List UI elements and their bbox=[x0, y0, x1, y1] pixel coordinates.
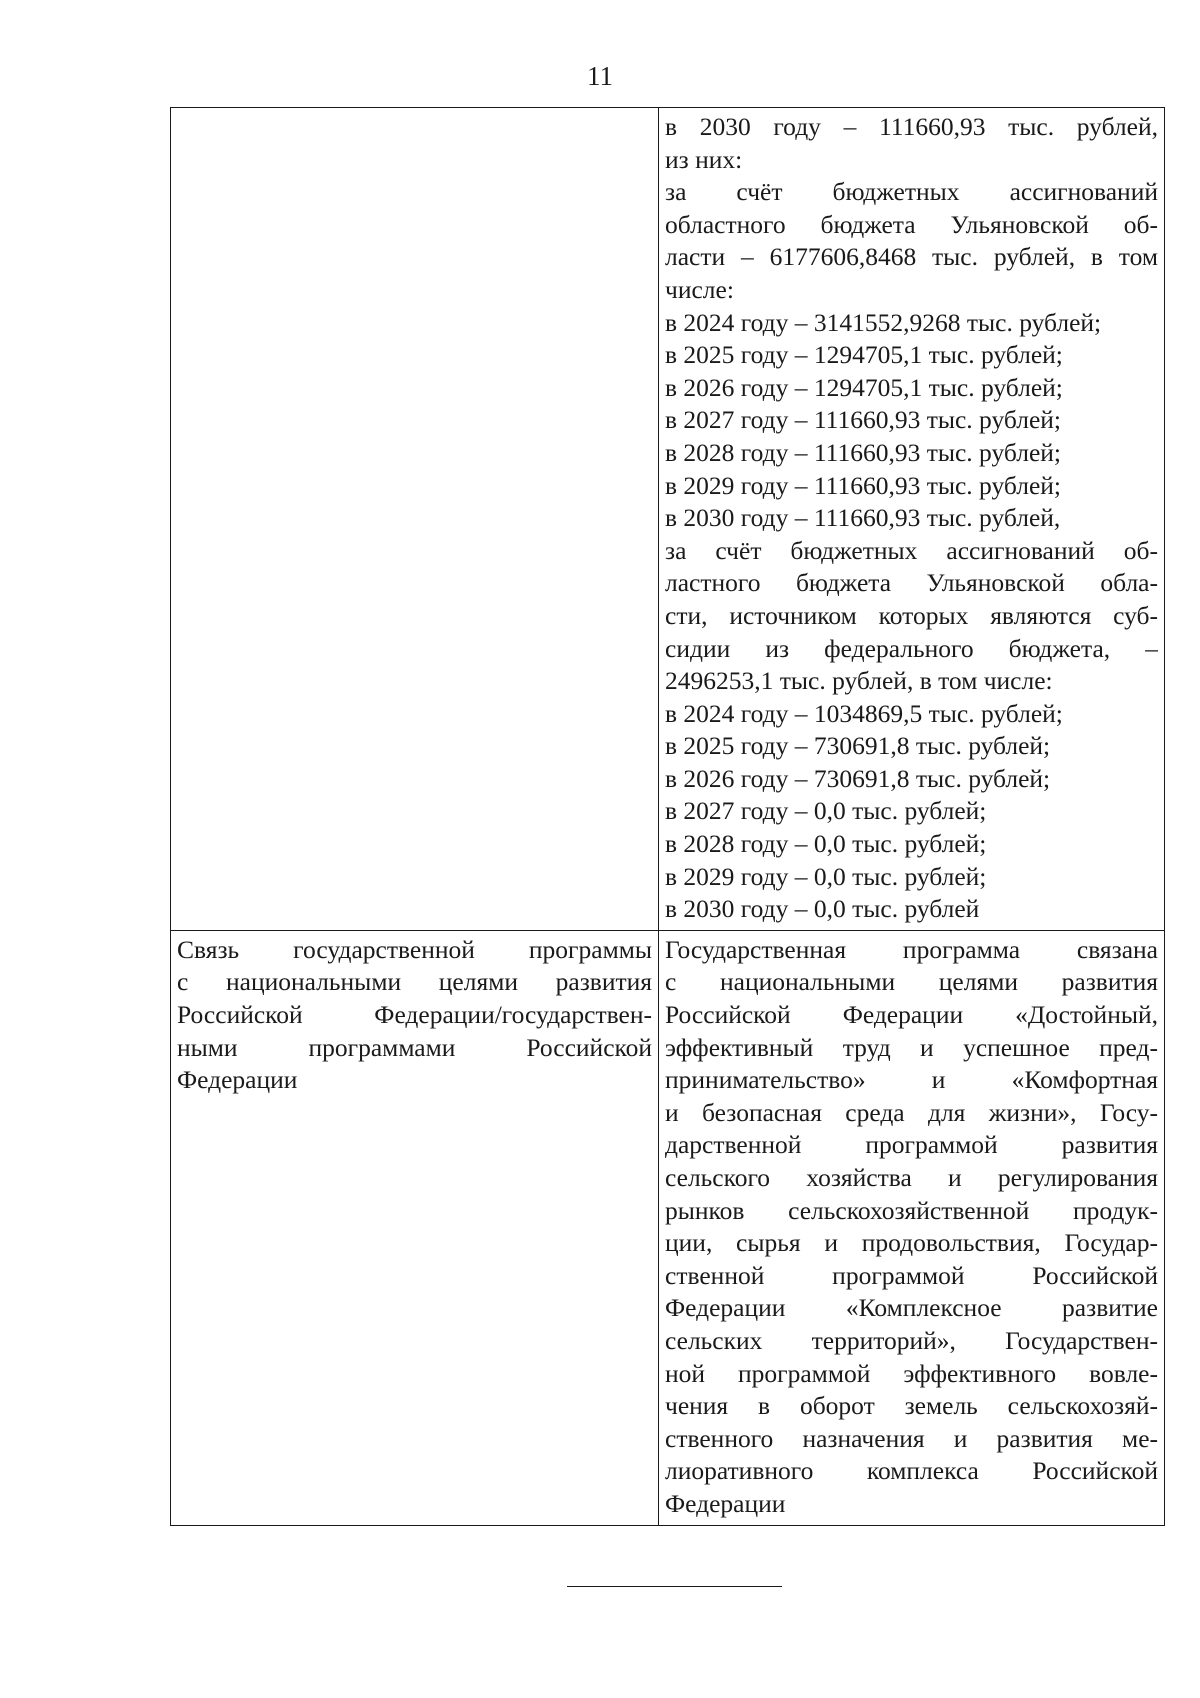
cell-text-line: дарственной программой развития bbox=[665, 1130, 1158, 1160]
cell-text-line: рынков сельскохозяйственной продук- bbox=[665, 1195, 1158, 1225]
cell-text-line: в 2027 году – 0,0 тыс. рублей; bbox=[665, 796, 987, 826]
cell-text-line: принимательство» и «Комфортная bbox=[665, 1065, 1158, 1095]
cell-text-line: ласти – 6177606,8468 тыс. рублей, в том bbox=[665, 242, 1158, 272]
cell-text-line: ными программами Российской bbox=[177, 1032, 652, 1062]
cell-text-line: с национальными целями развития bbox=[665, 967, 1158, 997]
cell-text-line: в 2026 году – 730691,8 тыс. рублей; bbox=[665, 763, 1051, 793]
cell-text-line: ластного бюджета Ульяновской обла- bbox=[665, 568, 1158, 598]
cell-text-line: сти, источником которых являются суб- bbox=[665, 600, 1158, 630]
cell-text-line: в 2028 году – 0,0 тыс. рублей; bbox=[665, 829, 987, 859]
cell-text-line: ственного назначения и развития ме- bbox=[665, 1423, 1158, 1453]
cell-financing-value bbox=[659, 108, 1165, 931]
cell-text-line: эффективный труд и успешное пред- bbox=[665, 1032, 1158, 1062]
cell-text-line: из них: bbox=[665, 144, 743, 174]
cell-text-line: в 2025 году – 730691,8 тыс. рублей; bbox=[665, 731, 1051, 761]
cell-text-line: чения в оборот земель сельскохозяй- bbox=[665, 1391, 1158, 1421]
cell-text-line: за счёт бюджетных ассигнований об- bbox=[665, 535, 1158, 565]
cell-text-line: в 2030 году – 0,0 тыс. рублей bbox=[665, 894, 980, 924]
cell-text-line: числе: bbox=[665, 274, 734, 304]
cell-text-line: в 2024 году – 3141552,9268 тыс. рублей; bbox=[665, 307, 1102, 337]
passport-table bbox=[170, 107, 1165, 1526]
page-number: 11 bbox=[587, 61, 613, 91]
cell-text-line: в 2024 году – 1034869,5 тыс. рублей; bbox=[665, 698, 1063, 728]
cell-text-line: в 2027 году – 111660,93 тыс. рублей; bbox=[665, 405, 1061, 435]
footer-rule bbox=[567, 1586, 782, 1587]
cell-text-line: ной программой эффективного вовле- bbox=[665, 1358, 1158, 1388]
cell-text-line: ции, сырья и продовольствия, Государ- bbox=[665, 1228, 1158, 1258]
cell-text-line: Российской Федерации «Достойный, bbox=[665, 1000, 1158, 1030]
cell-text-line: в 2029 году – 0,0 тыс. рублей; bbox=[665, 861, 987, 891]
cell-text-line: в 2030 году – 111660,93 тыс. рублей, bbox=[665, 112, 1158, 141]
table-row-financing bbox=[171, 108, 1165, 931]
cell-text-line: в 2030 году – 111660,93 тыс. рублей, bbox=[665, 503, 1061, 533]
cell-text-line: и безопасная среда для жизни», Госу- bbox=[665, 1097, 1158, 1127]
cell-text-line: в 2025 году – 1294705,1 тыс. рублей; bbox=[665, 340, 1063, 370]
cell-financing-label bbox=[171, 108, 659, 931]
cell-text-line: Российской Федерации/государствен- bbox=[177, 1000, 652, 1030]
cell-text-line: Государственная программа связана bbox=[665, 934, 1158, 964]
cell-text-line: в 2026 году – 1294705,1 тыс. рублей; bbox=[665, 372, 1063, 402]
cell-text-line: в 2028 году – 111660,93 тыс. рублей; bbox=[665, 437, 1061, 467]
cell-text-line: с национальными целями развития bbox=[177, 967, 652, 997]
cell-text-line: лиоративного комплекса Российской bbox=[665, 1456, 1158, 1486]
cell-text-line: 2496253,1 тыс. рублей, в том числе: bbox=[665, 666, 1053, 696]
cell-text-line: сидии из федерального бюджета, – bbox=[665, 633, 1158, 663]
cell-text-line: Федерации bbox=[177, 1065, 298, 1095]
cell-national-goals-value bbox=[659, 930, 1165, 1525]
table-row-national-goals bbox=[171, 930, 1165, 1525]
cell-text-line: Федерации «Комплексное развитие bbox=[665, 1293, 1158, 1323]
cell-text-line: за счёт бюджетных ассигнований bbox=[665, 177, 1158, 207]
cell-text-line: сельского хозяйства и регулирования bbox=[665, 1163, 1158, 1192]
cell-text-line: областного бюджета Ульяновской об- bbox=[665, 209, 1158, 239]
cell-text-line: Федерации bbox=[665, 1488, 786, 1518]
cell-text-line: Связь государственной программы bbox=[177, 934, 652, 964]
cell-text-line: в 2029 году – 111660,93 тыс. рублей; bbox=[665, 470, 1061, 500]
cell-text-line: ственной программой Российской bbox=[665, 1260, 1158, 1290]
cell-national-goals-label bbox=[171, 930, 659, 1525]
cell-text-line: сельских территорий», Государствен- bbox=[665, 1325, 1158, 1355]
